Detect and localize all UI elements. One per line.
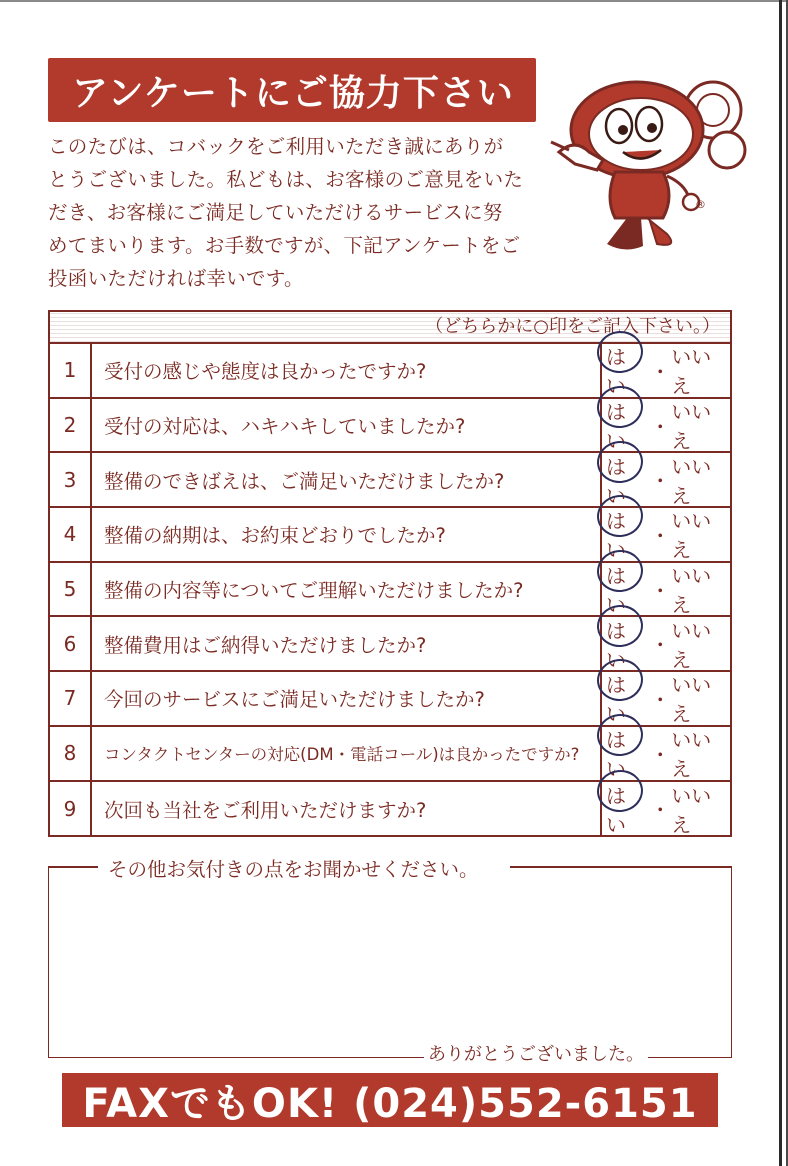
- question-number: 4: [50, 508, 92, 561]
- comments-box[interactable]: [48, 866, 732, 1058]
- thanks-text: ありがとうございました。: [424, 1040, 648, 1066]
- intro-line: 投函いただければ幸いです。: [48, 267, 304, 290]
- question-text: 整備の納期は、お約束どおりでしたか?: [104, 524, 446, 548]
- question-number: 6: [50, 617, 92, 670]
- survey-title-banner: [48, 58, 536, 122]
- comments-box-top-border: [48, 866, 98, 868]
- answer-yes-label: はい: [606, 673, 626, 727]
- question-text: 今回のサービスにご満足いただけましたか?: [104, 688, 485, 712]
- answer-separator: ・: [650, 742, 671, 767]
- question-text: 受付の対応は、ハキハキしていましたか?: [104, 415, 466, 439]
- answer-separator: ・: [650, 414, 671, 439]
- answer-choice[interactable]: [600, 782, 730, 837]
- question-text: 次回も当社をご利用いただけますか?: [104, 798, 427, 822]
- page-top-edge: [0, 0, 788, 2]
- answer-no[interactable]: いいえ: [671, 509, 712, 563]
- question-text: 整備の内容等についてご理解いただけましたか?: [104, 579, 524, 603]
- answer-yes[interactable]: [602, 780, 649, 838]
- answer-no[interactable]: いいえ: [671, 673, 712, 727]
- question-text: 受付の感じや態度は良かったですか?: [104, 360, 427, 384]
- survey-instruction: （どちらかに○印をご記入下さい。）: [50, 312, 730, 344]
- answer-no[interactable]: いいえ: [671, 783, 712, 837]
- question-number: 2: [50, 399, 92, 452]
- question-number: 7: [50, 672, 92, 725]
- answer-no[interactable]: いいえ: [671, 618, 712, 672]
- mascot-character-icon: [545, 68, 755, 258]
- answer-separator: ・: [650, 687, 671, 712]
- comments-box-top-border: [510, 866, 732, 868]
- registered-mark: ®: [695, 198, 706, 211]
- answer-yes-label: はい: [606, 400, 626, 454]
- question-number: 3: [50, 453, 92, 506]
- answer-yes-label: はい: [606, 509, 626, 563]
- page-right-edge: [779, 0, 782, 1166]
- answer-yes-label: はい: [606, 454, 626, 508]
- question-number: 5: [50, 563, 92, 616]
- answer-yes-label: はい: [606, 564, 626, 618]
- answer-no[interactable]: いいえ: [671, 564, 712, 618]
- survey-title: アンケートにご協力下さい: [72, 72, 514, 114]
- question-number: 9: [50, 782, 92, 837]
- answer-no[interactable]: いいえ: [671, 345, 712, 399]
- answer-separator: ・: [650, 633, 671, 658]
- intro-line: だき、お客様にご満足していただけるサービスに努: [48, 201, 503, 224]
- answer-separator: ・: [650, 578, 671, 603]
- fax-number: FAXでもOK! (024)552-6151: [82, 1080, 698, 1127]
- answer-yes-label: はい: [606, 345, 626, 399]
- intro-paragraph: [48, 130, 548, 295]
- answer-yes-label: はい: [606, 728, 626, 782]
- answer-no[interactable]: いいえ: [671, 400, 712, 454]
- intro-line: とうございました。私どもは、お客様のご意見をいた: [48, 168, 524, 191]
- question-text: 整備のできばえは、ご満足いただけましたか?: [104, 469, 505, 493]
- answer-yes-label: はい: [606, 783, 626, 837]
- answer-separator: ・: [650, 523, 671, 548]
- answer-yes-label: はい: [606, 618, 626, 672]
- answer-no[interactable]: いいえ: [671, 454, 712, 508]
- question-number: 8: [50, 727, 92, 780]
- intro-line: このたびは、コバックをご利用いただき誠にありが: [48, 135, 504, 158]
- fax-banner: [62, 1073, 718, 1127]
- question-row: [50, 782, 730, 837]
- answer-separator: ・: [650, 798, 671, 823]
- question-number: 1: [50, 344, 92, 397]
- answer-separator: ・: [650, 359, 671, 384]
- answer-no[interactable]: いいえ: [671, 728, 712, 782]
- intro-line: めてまいります。お手数ですが、下記アンケートをご: [48, 234, 521, 257]
- comments-label: その他お気付きの点をお聞かせください。: [104, 854, 483, 882]
- survey-table: [48, 310, 732, 837]
- question-text: 整備費用はご納得いただけましたか?: [104, 633, 427, 657]
- question-text: コンタクトセンターの対応(DM・電話コール)は良かったですか?: [104, 745, 580, 765]
- answer-separator: ・: [650, 469, 671, 494]
